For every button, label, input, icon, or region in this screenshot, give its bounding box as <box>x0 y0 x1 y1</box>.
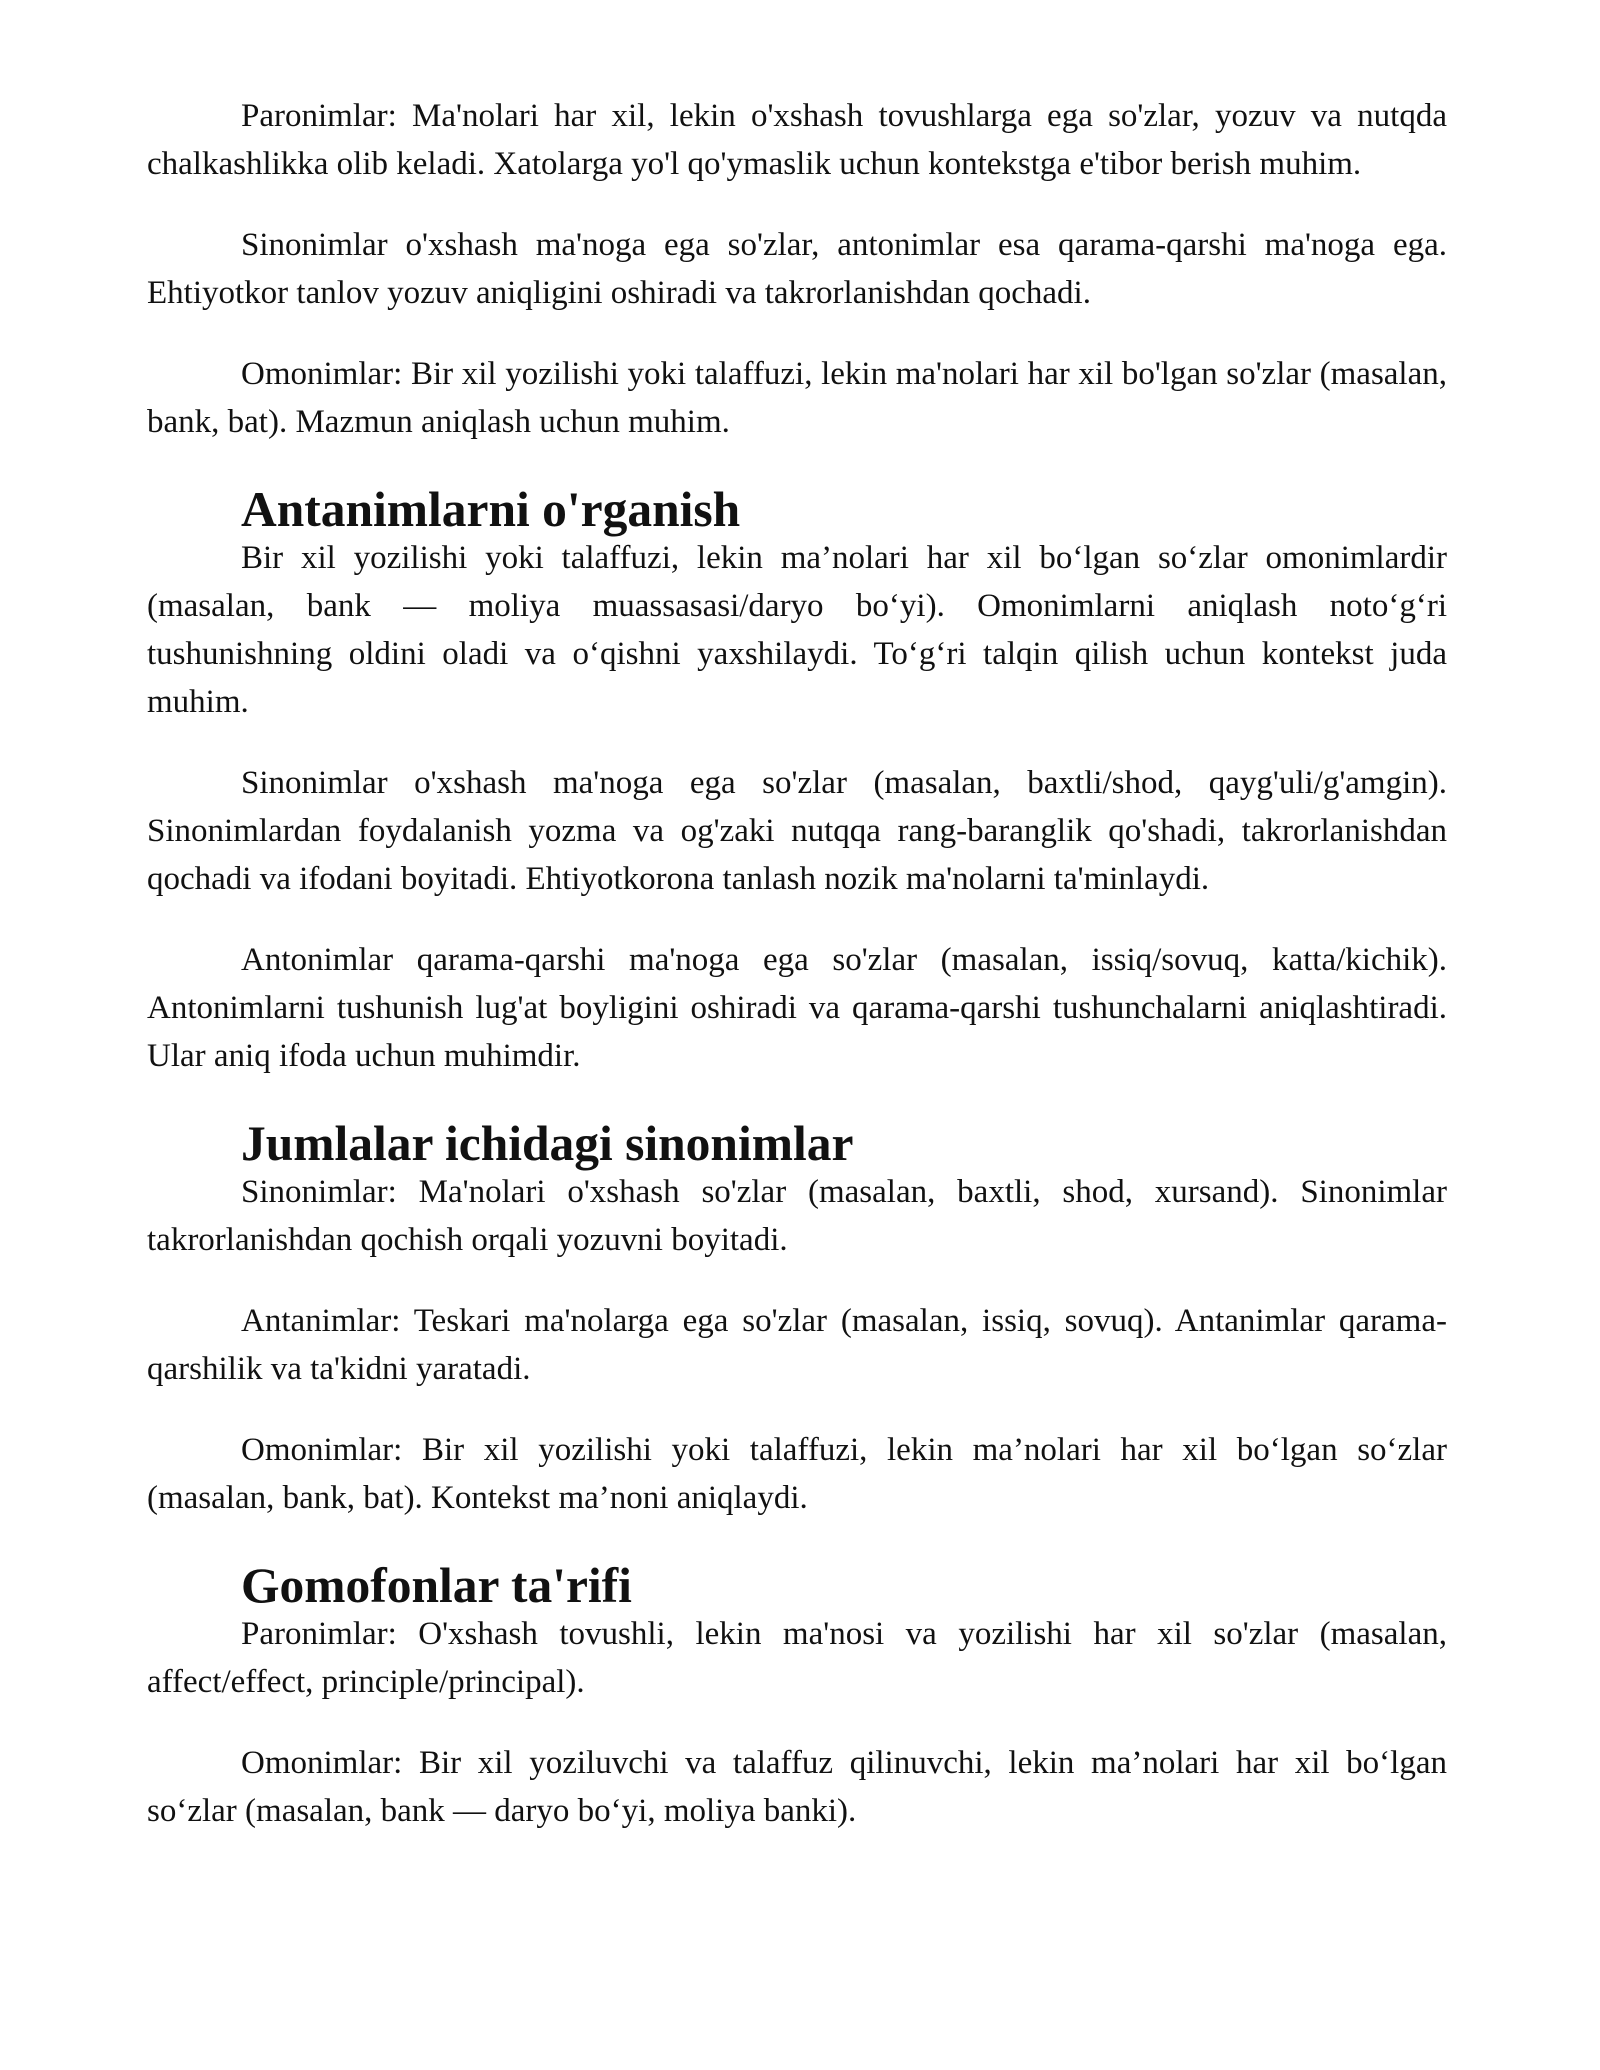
section3-paragraph-omonimlar: Omonimlar: Bir xil yoziluvchi va talaffuz qilinuvchi, lekin ma’nolari har xil bo‘lgan so‘zlar (masalan, bank — daryo bo‘yi, moliya banki). <box>147 1745 1447 1829</box>
intro-paragraph-omonimlar: Omonimlar: Bir xil yozilishi yoki talaffuzi, lekin ma'nolari har xil bo'lgan so'zlar (masalan, bank, bat). Mazmun aniqlash uchun muhim. <box>147 356 1447 440</box>
section2-paragraph-omonimlar: Omonimlar: Bir xil yozilishi yoki talaffuzi, lekin ma’nolari har xil bo‘lgan so‘zlar (masalan, bank, bat). Kontekst ma’noni aniqlaydi. <box>147 1432 1447 1516</box>
intro-paragraph-sinonimlar: Sinonimlar o'xshash ma'noga ega so'zlar, antonimlar esa qarama-qarshi ma'noga ega. Ehtiyotkor tanlov yozuv aniqligini oshiradi va takrorlanishdan qochadi. <box>147 227 1447 311</box>
section-heading-antanimlarni-organish: Antanimlarni o'rganish <box>241 482 741 537</box>
document-page <box>147 92 1447 1868</box>
section1-paragraph-omonimlar: Bir xil yozilishi yoki talaffuzi, lekin ma’nolari har xil bo‘lgan so‘zlar omonimlardir (masalan, bank — moliya muassasasi/daryo bo‘yi). Omonimlarni aniqlash noto‘g‘ri tushunishning oldini oladi va o‘qishni yaxshilaydi. To‘g‘ri talqin qilish uchun kontekst juda muhim. <box>147 540 1447 720</box>
section2-paragraph-sinonimlar: Sinonimlar: Ma'nolari o'xshash so'zlar (masalan, baxtli, shod, xursand). Sinonimlar takrorlanishdan qochish orqali yozuvni boyitadi. <box>147 1174 1447 1258</box>
section1-paragraph-antonimlar: Antonimlar qarama-qarshi ma'noga ega so'zlar (masalan, issiq/sovuq, katta/kichik). Antonimlarni tushunish lug'at boyligini oshiradi va qarama-qarshi tushunchalarni aniqlashtiradi. Ular aniq ifoda uchun muhimdir. <box>147 942 1447 1074</box>
section2-paragraph-antanimlar: Antanimlar: Teskari ma'nolarga ega so'zlar (masalan, issiq, sovuq). Antanimlar qarama-qarshilik va ta'kidni yaratadi. <box>147 1303 1447 1387</box>
section3-paragraph-paronimlar: Paronimlar: O'xshash tovushli, lekin ma'nosi va yozilishi har xil so'zlar (masalan, affect/effect, principle/principal). <box>147 1616 1447 1700</box>
section1-paragraph-sinonimlar: Sinonimlar o'xshash ma'noga ega so'zlar (masalan, baxtli/shod, qayg'uli/g'amgin). Sinonimlardan foydalanish yozma va og'zaki nutqqa rang-baranglik qo'shadi, takrorlanishdan qochadi va ifodani boyitadi. Ehtiyotkorona tanlash nozik ma'nolarni ta'minlaydi. <box>147 765 1447 897</box>
section-heading-gomofonlar-tarifi: Gomofonlar ta'rifi <box>241 1558 632 1613</box>
intro-paragraph-paronimlar: Paronimlar: Ma'nolari har xil, lekin o'xshash tovushlarga ega so'zlar, yozuv va nutqda chalkashlikka olib keladi. Xatolarga yo'l qo'ymaslik uchun kontekstga e'tibor berish muhim. <box>147 98 1447 182</box>
section-heading-jumlalar-ichidagi-sinonimlar: Jumlalar ichidagi sinonimlar <box>241 1116 854 1171</box>
